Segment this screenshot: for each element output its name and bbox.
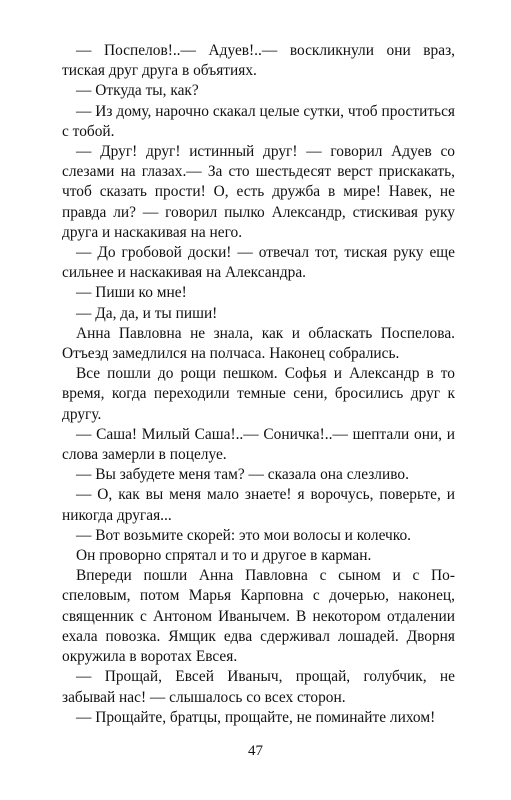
paragraph: Впереди пошли Анна Павловна с сыном и с Поспеловым, потом Марья Карповна с дочерью, наконец, священник с Антоном Иванычем. В некотором отдалении ехала повозка. Ямщик едва сдерживал лошадей. Дворня окружила в воротах Евсея. (62, 567, 455, 666)
paragraph: — Друг! друг! истинный друг! — говорил Адуев со слезами на глазах.— За сто шестьдесят верст прискакать, чтоб сказать прости! О, есть дружба в мире! Навек, не правда ли? — говорил пылко Александр, стискивая руку друга и наскакивая на него. (62, 143, 455, 241)
paragraph: — Пиши ко мне! (76, 284, 187, 302)
paragraph: — Вы забудете меня там? — сказала она слезливо. (76, 466, 409, 484)
page-number: 47 (248, 743, 263, 759)
paragraph: — Откуда ты, как? (76, 82, 199, 100)
book-page-text (62, 41, 455, 728)
paragraph: — Прощайте, братцы, прощайте, не поминайте лихом! (76, 708, 436, 726)
paragraph: — О, как вы меня мало знаете! я ворочусь, поверьте, и никогда другая... (62, 486, 455, 524)
paragraph: — Прощай, Евсей Иваныч, прощай, голубчик, не забывай нас! — слышалось со всех сторон. (62, 668, 455, 706)
paragraph: — Поспелов!..— Адуев!..— воскликнули они враз, тиская друг друга в объятиях. (62, 42, 455, 80)
paragraph: — Из дому, нарочно скакал целые сутки, чтоб проститься с тобой. (62, 102, 455, 140)
paragraph: — Да, да, и ты пиши! (76, 304, 218, 322)
paragraph: Все пошли до рощи пешком. Софья и Александр в то время, когда переходили темные сени, бросились друг к другу. (62, 365, 455, 423)
paragraph: Анна Павловна не знала, как и обласкать Поспелова. Отъезд замедлился на полчаса. Наконец собрались. (62, 324, 455, 363)
paragraph: — Вот возьмите скорей: это мои волосы и колечко. (76, 526, 412, 544)
paragraph: Он проворно спрятал и то и другое в карман. (76, 547, 372, 565)
paragraph: — До гробовой доски! — отвечал тот, тиская руку еще сильнее и наскакивая на Александра. (62, 244, 455, 282)
paragraph: — Саша! Милый Саша!..— Соничка!..— шептали они, и слова замерли в поцелуе. (62, 425, 455, 464)
